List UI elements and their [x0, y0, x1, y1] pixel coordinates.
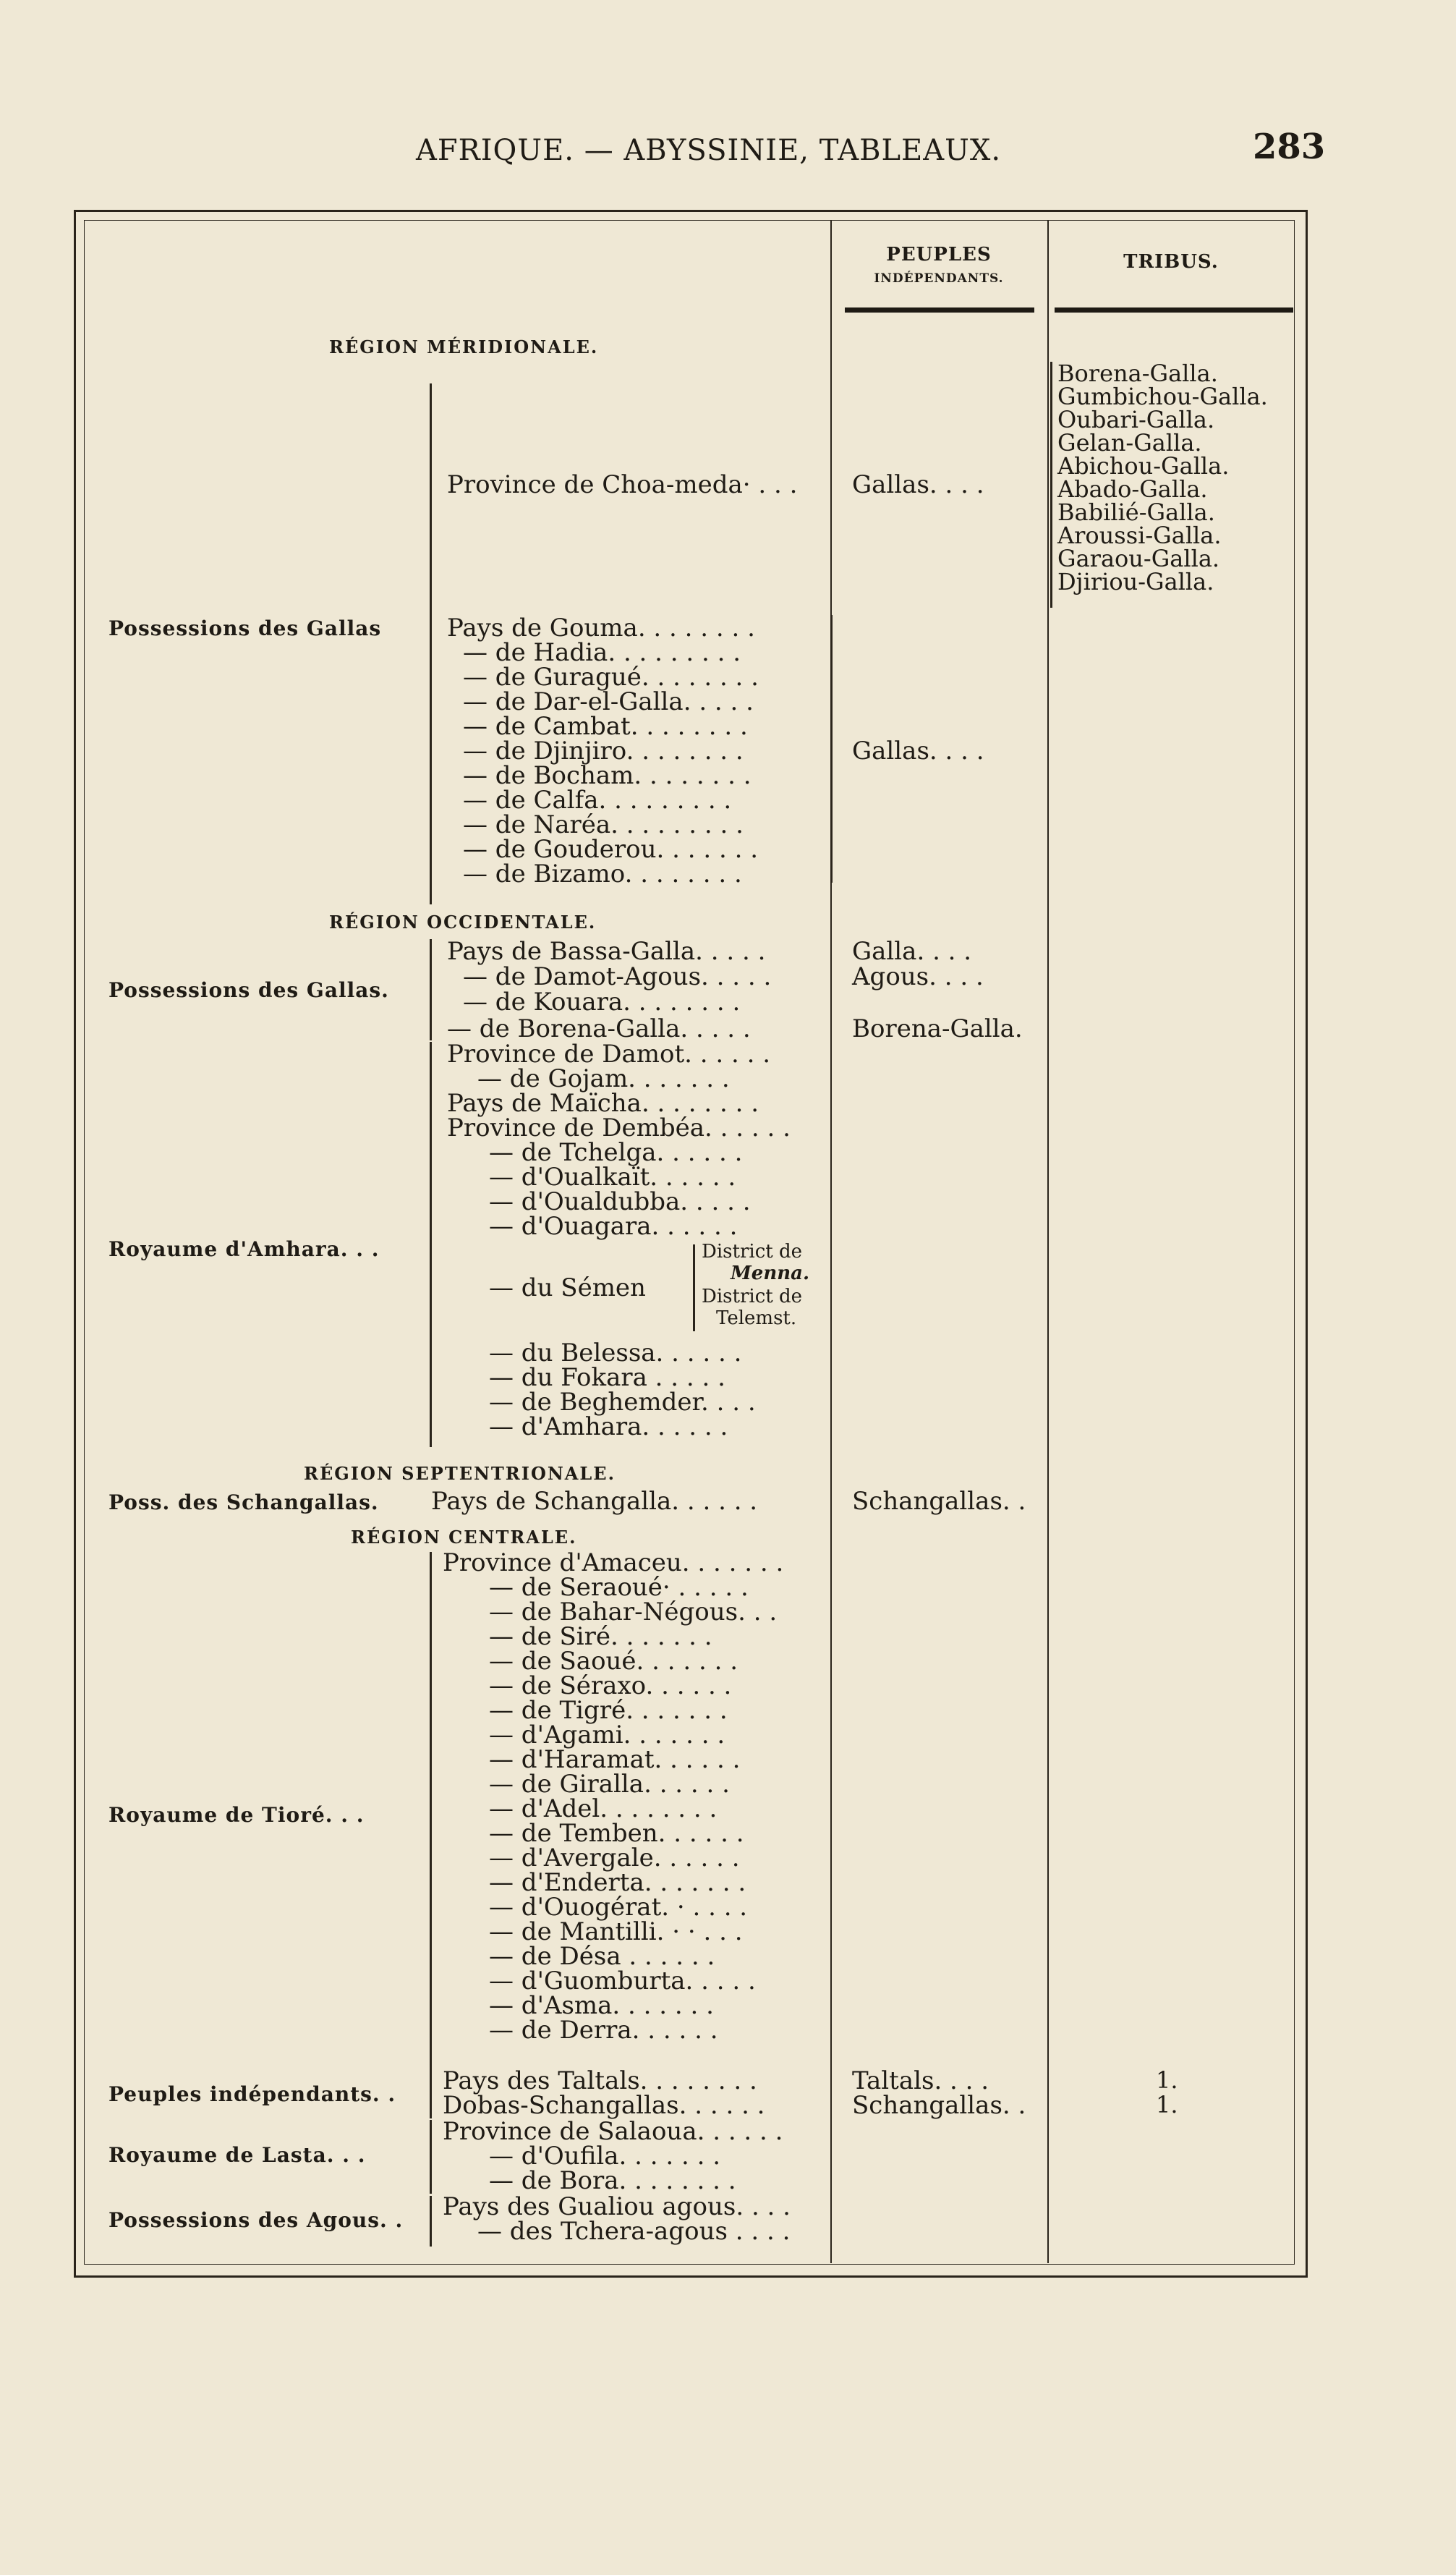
- table-row: Menna.: [731, 1263, 810, 1284]
- table-row: — de Mantilli. · · . . .: [489, 1917, 743, 1946]
- table-row: Province de Salaoua. . . . . .: [443, 2117, 783, 2146]
- table-row: — de Giralla. . . . . .: [489, 1770, 730, 1799]
- table-row: — d'Adel. . . . . . . .: [489, 1794, 718, 1823]
- header-rule-peuples: [845, 307, 1034, 313]
- brace-gallas-peuples: [826, 615, 833, 883]
- tribe-item: Abichou-Galla.: [1057, 452, 1230, 480]
- tribe-item: Abado-Galla.: [1057, 475, 1208, 503]
- table-row: — de Naréa. . . . . . . . .: [463, 810, 744, 839]
- tribus-mark: 1.: [1156, 2091, 1178, 2118]
- group-label: Possessions des Gallas: [108, 616, 382, 640]
- table-row: — d'Amhara. . . . . .: [489, 1412, 728, 1441]
- col-header-peuples: PEUPLES: [886, 244, 992, 266]
- table-row: — d'Oufila. . . . . . .: [489, 2142, 721, 2171]
- region-heading: RÉGION CENTRALE.: [351, 1527, 577, 1548]
- table-row: — d'Ouagara. . . . . .: [489, 1212, 738, 1241]
- table-row: Province d'Amaceu. . . . . . .: [443, 1548, 784, 1577]
- brace-tribes: [1050, 362, 1052, 608]
- table-row: Dobas-Schangallas. . . . . .: [443, 2091, 765, 2120]
- table-row: — de Borena-Galla. . . . .: [447, 1014, 751, 1043]
- brace-lasta: [430, 2120, 432, 2194]
- header-rule-tribus: [1055, 307, 1293, 313]
- table-row: — du Belessa. . . . . .: [489, 1339, 742, 1367]
- table-row: — de Dar-el-Galla. . . . .: [463, 687, 754, 716]
- tribus-mark: 1.: [1156, 2066, 1178, 2094]
- table-row: — de Hadia. . . . . . . . .: [463, 638, 741, 667]
- page-number: 283: [1253, 127, 1326, 167]
- table-row: District de: [702, 1241, 803, 1263]
- brace-occidentale: [430, 939, 432, 1040]
- tribe-item: Gelan-Galla.: [1057, 429, 1202, 457]
- table-row: Pays de Maïcha. . . . . . . .: [447, 1089, 759, 1118]
- tribe-item: Aroussi-Galla.: [1057, 522, 1222, 549]
- table-row: Pays de Bassa-Galla. . . . .: [447, 937, 766, 966]
- people-cell: Borena-Galla.: [852, 1014, 1023, 1043]
- table-row: — d'Oualkaït. . . . . .: [489, 1163, 736, 1192]
- table-row: — de Guragué. . . . . . . .: [463, 663, 759, 692]
- table-row: — du Fokara . . . . .: [489, 1363, 725, 1392]
- table-row: — de Séraxo. . . . . .: [489, 1671, 732, 1700]
- table-row: Pays de Schangalla. . . . . .: [431, 1487, 758, 1516]
- table-row: Province de Choa-meda· . . .: [447, 470, 798, 499]
- tribe-item: Djiriou-Galla.: [1057, 568, 1214, 595]
- table-row: — de Tigré. . . . . . .: [489, 1696, 728, 1725]
- region-heading: RÉGION SEPTENTRIONALE.: [304, 1463, 616, 1484]
- brace-amhara: [430, 1042, 432, 1447]
- people-cell: Galla. . . .: [852, 937, 972, 966]
- table-row: Pays de Gouma. . . . . . . .: [447, 614, 755, 642]
- brace-peuples-indep: [430, 2071, 432, 2118]
- table-row: — d'Haramat. . . . . .: [489, 1745, 741, 1774]
- table-row: — de Bora. . . . . . . .: [489, 2166, 736, 2195]
- table-row: — de Damot-Agous. . . . .: [463, 962, 772, 991]
- group-label: Royaume de Tioré. . .: [108, 1803, 365, 1827]
- table-row: — de Cambat. . . . . . . .: [463, 712, 748, 741]
- table-row: — de Siré. . . . . . .: [489, 1622, 712, 1651]
- people-cell: Taltals. . . .: [852, 2066, 989, 2095]
- table-row: — de Gouderou. . . . . . .: [463, 835, 759, 864]
- table-row: — de Kouara. . . . . . . .: [463, 988, 741, 1017]
- table-row: Telemst.: [716, 1307, 797, 1329]
- people-cell: Gallas. . . .: [852, 737, 984, 765]
- tribe-item: Garaou-Galla.: [1057, 545, 1220, 572]
- table-row: — de Saoué. . . . . . .: [489, 1647, 738, 1676]
- people-cell: Agous. . . .: [852, 962, 984, 991]
- col-subheader-peuples: INDÉPENDANTS.: [874, 271, 1004, 286]
- table-row: — du Sémen: [489, 1273, 646, 1302]
- tribe-item: Borena-Galla.: [1057, 360, 1218, 387]
- brace-tiore: [430, 1552, 432, 2073]
- table-row: — de Tchelga. . . . . .: [489, 1138, 743, 1167]
- tribe-item: Babilié-Galla.: [1057, 499, 1215, 526]
- group-label: Possessions des Gallas.: [108, 978, 389, 1002]
- table-row: — de Calfa. . . . . . . . .: [463, 786, 732, 815]
- brace-meridionale: [430, 383, 432, 904]
- table-row: — de Désa . . . . . .: [489, 1942, 715, 1971]
- table-row: — de Beghemder. . . .: [489, 1388, 756, 1417]
- group-label: Poss. des Schangallas.: [108, 1490, 379, 1514]
- region-heading: RÉGION MÉRIDIONALE.: [329, 336, 599, 357]
- region-heading: RÉGION OCCIDENTALE.: [329, 912, 597, 933]
- table-row: — des Tchera-agous . . . .: [477, 2217, 791, 2246]
- table-row: — d'Oualdubba. . . . .: [489, 1187, 751, 1216]
- brace-semen: [693, 1244, 695, 1331]
- table-row: — d'Asma. . . . . . .: [489, 1991, 714, 2020]
- table-row: Province de Damot. . . . . .: [447, 1040, 771, 1069]
- brace-agous: [430, 2196, 432, 2247]
- table-row: — de Derra. . . . . .: [489, 2016, 718, 2045]
- table-row: — de Bahar-Négous. . .: [489, 1598, 778, 1626]
- group-label: Royaume de Lasta. . .: [108, 2143, 366, 2167]
- table-row: — d'Agami. . . . . . .: [489, 1721, 725, 1749]
- table-row: District de: [702, 1286, 803, 1307]
- col-header-tribus: TRIBUS.: [1123, 251, 1219, 273]
- table-row: — de Gojam. . . . . . .: [477, 1064, 730, 1093]
- table-row: — de Djinjiro. . . . . . . .: [463, 737, 744, 765]
- group-label: Peuples indépendants. .: [108, 2082, 396, 2106]
- people-cell: Schangallas. .: [852, 1487, 1026, 1516]
- people-cell: Gallas. . . .: [852, 470, 984, 499]
- people-cell: Schangallas. .: [852, 2091, 1026, 2120]
- tribe-item: Gumbichou-Galla.: [1057, 383, 1268, 410]
- table-row: — de Bizamo. . . . . . . .: [463, 860, 742, 888]
- running-title: AFRIQUE. — ABYSSINIE, TABLEAUX.: [416, 134, 1002, 167]
- table-row: — d'Ouogérat. · . . . .: [489, 1893, 748, 1922]
- table-row: — de Bocham. . . . . . . .: [463, 761, 752, 790]
- table-row: — de Temben. . . . . .: [489, 1819, 744, 1848]
- group-label: Royaume d'Amhara. . .: [108, 1237, 380, 1261]
- table-row: — de Seraoué· . . . . .: [489, 1573, 749, 1602]
- table-row: — d'Guomburta. . . . .: [489, 1967, 756, 1995]
- table-row: — d'Enderta. . . . . . .: [489, 1868, 746, 1897]
- tribe-item: Oubari-Galla.: [1057, 406, 1215, 433]
- column-divider-peuples: [830, 220, 832, 2263]
- table-row: Pays des Gualiou agous. . . .: [443, 2192, 791, 2221]
- table-row: — d'Avergale. . . . . .: [489, 1844, 740, 1872]
- column-divider-tribus: [1047, 220, 1049, 2263]
- table-row: Province de Dembéa. . . . . .: [447, 1113, 791, 1142]
- table-row: Pays des Taltals. . . . . . . .: [443, 2066, 757, 2095]
- group-label: Possessions des Agous. .: [108, 2208, 404, 2232]
